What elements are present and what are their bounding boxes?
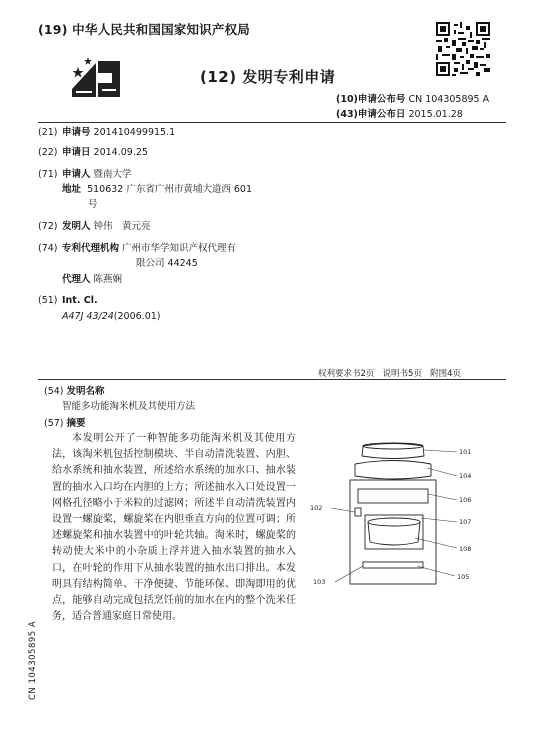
- document-type-title: (12) 发明专利申请: [200, 68, 336, 86]
- page-counts: [318, 367, 461, 379]
- address-line-2: 号: [88, 199, 98, 210]
- figure-lid: [362, 444, 424, 459]
- abstract-text: 本发明公开了一种智能多功能淘米机及其使用方法，该淘米机包括控制模块、半自动清洗装置、内胆、给水系统和抽水装置，所述给水系统的加水口、抽水装置的抽水入口均在内胆的上方；所述抽水入口处设置一网格孔径略小于米粒的过滤网；所述半自动清洗装置内设置一螺旋桨，螺旋桨在内胆垂直方向的位置可调；所述螺旋桨和抽水装置中的叶轮共轴。淘米时，螺旋桨的转动使大米中的小杂质上浮并进入抽水装置的抽水入口，在叶轮的作用下从抽水装置的抽水出口排出。本发明具有结构简单、干净便捷、节能环保、即淘即用的优点，能够自动完成包括烹饪前的加水在内的整个洗米任务，适合普通家庭日常使用。: [52, 433, 296, 623]
- header-rule: [38, 122, 506, 123]
- ipc-code: A47J 43/24: [62, 311, 114, 322]
- figure-tank-top: [355, 461, 431, 465]
- patent-office-name: (19) 中华人民共和国国家知识产权局: [38, 22, 250, 37]
- inventor-row: (72) 发明人 钟伟 黄元亮: [38, 221, 151, 232]
- claims-count: 权利要求书2页: [318, 369, 375, 379]
- figure-tank: [355, 464, 431, 479]
- application-number-row: (21) 申请号 201410499915.1: [38, 127, 176, 138]
- application-number: 201410499915.1: [93, 127, 176, 138]
- ipc-row: (51) Int. Cl.: [38, 295, 98, 306]
- patent-office-emblem-icon: [66, 53, 124, 105]
- figure-label-101: 101: [459, 448, 472, 456]
- pub-date: 2015.01.28: [408, 109, 463, 120]
- agency-line-1: 广州市华学知识产权代理有: [122, 243, 237, 254]
- agency-row: (74) 专利代理机构 广州市华学知识产权代理有: [38, 243, 237, 254]
- figure-label-108: 108: [459, 545, 472, 553]
- agent: 陈燕娴: [93, 274, 123, 285]
- ipc-code-row: [62, 310, 161, 324]
- figure-base: [363, 562, 423, 568]
- applicant: 暨南大学: [93, 169, 132, 180]
- figure-label-104: 104: [459, 472, 472, 480]
- description-count: 说明书5页: [382, 369, 422, 379]
- side-publication-number: CN 104305895 A: [28, 620, 38, 700]
- invention-title: 智能多功能淘米机及其使用方法: [62, 401, 196, 412]
- application-date-row: (22) 申请日 2014.09.25: [38, 147, 148, 158]
- applicant-row: (71) 申请人 暨南大学: [38, 169, 132, 180]
- figure-pot-body: [368, 522, 420, 545]
- figure-panel: [358, 489, 428, 503]
- application-date: 2014.09.25: [93, 147, 148, 158]
- abstract-heading: (57) 摘要: [44, 418, 86, 429]
- figure-label-103: 103: [313, 578, 326, 586]
- ipc-year: (2006.01): [113, 311, 161, 322]
- figure-button: [355, 508, 361, 516]
- agent-row: 代理人 陈燕娴: [62, 274, 123, 285]
- rice-washer-figure: [305, 442, 515, 592]
- section-rule: [38, 379, 506, 380]
- invention-title-heading: (54) 发明名称: [44, 386, 105, 397]
- drawings-count: 附图4页: [430, 369, 461, 379]
- agency-line-2: 限公司 44245: [136, 258, 198, 269]
- qr-code-icon: [436, 22, 490, 76]
- address-row: 地址 510632 广东省广州市黄埔大道西 601: [62, 184, 253, 195]
- figure-window: [365, 515, 423, 549]
- figure-inner-pot: [368, 518, 420, 526]
- inventors: 钟伟 黄元亮: [93, 221, 151, 232]
- address-line-1: 510632 广东省广州市黄埔大道西 601: [87, 184, 253, 195]
- pub-no-label: (10)申请公布号: [336, 94, 406, 105]
- figure-label-107: 107: [459, 518, 472, 526]
- publication-info: [336, 92, 489, 122]
- figure-label-102: 102: [310, 504, 323, 512]
- figure-label-106: 106: [459, 496, 472, 504]
- figure-label-105: 105: [457, 573, 470, 581]
- pub-date-label: (43)申请公布日: [336, 109, 406, 120]
- pub-no: CN 104305895 A: [408, 94, 490, 105]
